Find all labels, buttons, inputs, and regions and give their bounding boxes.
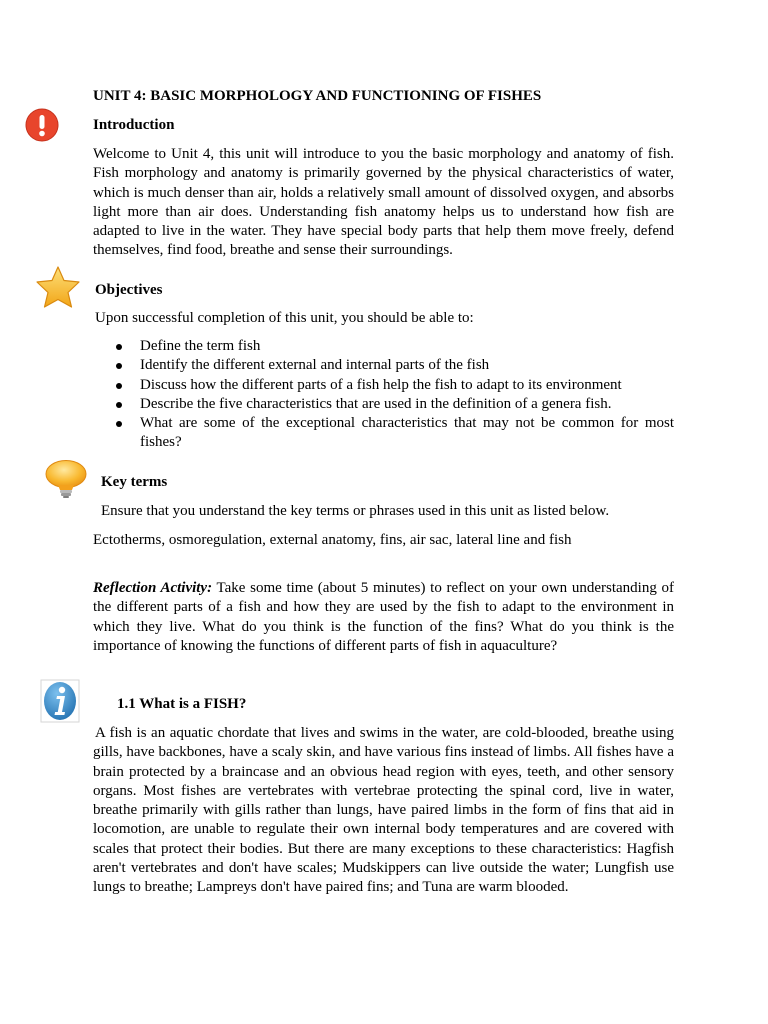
list-item [95, 337, 674, 356]
exclamation-icon [25, 108, 59, 142]
reflection-label: Reflection Activity: [93, 580, 213, 596]
star-icon [34, 265, 82, 309]
reflection-activity [93, 579, 674, 656]
list-item-text: Identify the different external and internal parts of the fish [140, 357, 490, 374]
bullet [116, 383, 122, 389]
key-terms-heading: Key terms [101, 474, 168, 490]
list-item [95, 356, 674, 375]
bullet [116, 363, 122, 369]
introduction-heading: Introduction [93, 117, 175, 133]
bullet [116, 344, 122, 350]
objectives-lead: Upon successful completion of this unit, you should be able to: [95, 310, 474, 326]
list-item-text: Describe the five characteristics that are used in the definition of a genera fish. [140, 395, 612, 412]
introduction-body: Welcome to Unit 4, this unit will introduce to you the basic morphology and anatomy of fish. Fish morphology and anatomy is primarily governed by the physical characteristics of water, which is much denser than air, holds a relatively small amount of dissolved oxygen, and absorbs light more than air does. Understanding fish anatomy helps us to understand how fish are adapted to live in the water. They have special body parts that help them move freely, defend themselves, find food, breathe and sense their surroundings. [93, 146, 674, 259]
info-icon [40, 679, 80, 723]
bullet [116, 421, 122, 427]
objectives-list [95, 337, 674, 453]
section-1-1-body: A fish is an aquatic chordate that lives and swims in the water, are cold-blooded, breathe using gills, have backbones, have a scaly skin, and have various fins instead of limbs. All fishes have a brain protected by a braincase and an obvious head region with eyes, teeth, and other sensory organs. Most fishes are vertebrates with vertebrae protecting the spinal cord, live in water, breathe primarily with gills rather than lungs, have paired limbs in the form of fins that aid in locomotion, are unable to regulate their own internal body temperatures and are covered with scales that protect their bodies. But there are many exceptions to these characteristics: Hagfish aren't vertebrates and don't have scales; Mudskippers can live outside the water; Lungfish use lungs to breathe; Lampreys don't have paired fins; and Tuna are warm blooded. [93, 725, 674, 896]
key-terms-lead: Ensure that you understand the key terms or phrases used in this unit as listed below. [101, 503, 610, 519]
key-terms-list: Ectotherms, osmoregulation, external anatomy, fins, air sac, lateral line and fish [93, 532, 572, 548]
list-item [95, 395, 674, 414]
bullet [116, 402, 122, 408]
list-item-text: What are some of the exceptional characteristics that may not be common for most fishes? [140, 415, 674, 451]
list-item [95, 414, 674, 453]
list-item-text: Discuss how the different parts of a fish help the fish to adapt to its environment [140, 376, 622, 393]
unit-title: UNIT 4: BASIC MORPHOLOGY AND FUNCTIONING OF FISHES [93, 88, 542, 104]
list-item [95, 376, 674, 395]
lightbulb-icon [44, 459, 88, 499]
list-item-text: Define the term fish [140, 338, 261, 354]
reflection-body: Take some time (about 5 minutes) to reflect on your own understanding of the different parts of a fish and how they are used by the fish to adapt to the environment in which they live. What do you think is the function of the fins? What do you think is the importance of knowing the functions of different parts of fish in aquaculture? [93, 580, 674, 654]
objectives-heading: Objectives [95, 282, 163, 298]
section-1-1-heading: 1.1 What is a FISH? [117, 696, 247, 712]
